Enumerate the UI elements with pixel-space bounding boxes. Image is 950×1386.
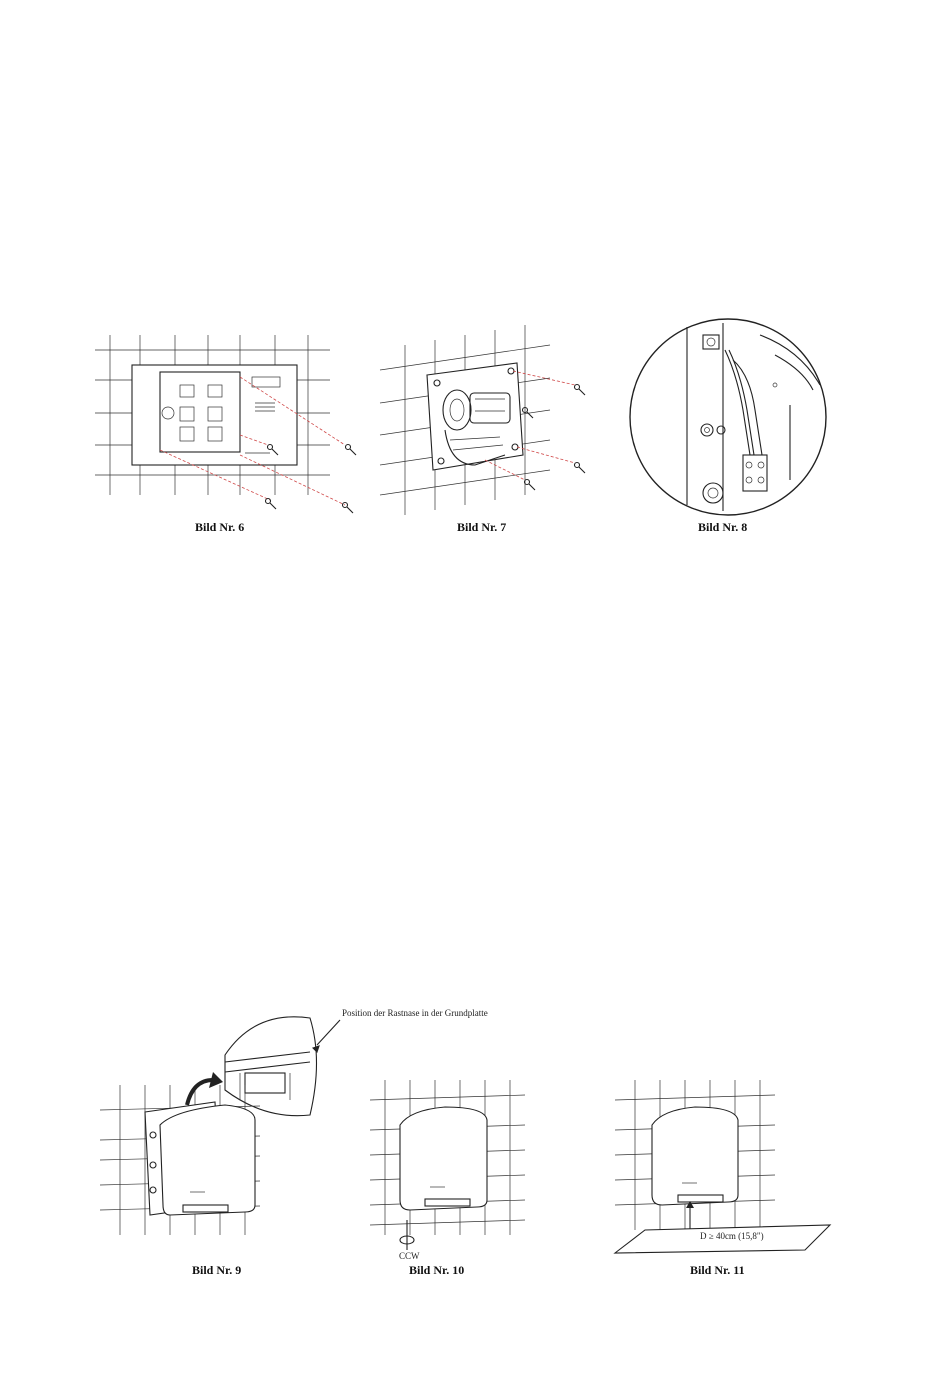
figure-8 xyxy=(625,315,835,545)
figure-9-caption: Bild Nr. 9 xyxy=(192,1263,242,1277)
figure-7-caption: Bild Nr. 7 xyxy=(457,520,507,534)
figure-6 xyxy=(90,315,370,545)
figure-10-drawing xyxy=(365,1075,565,1265)
figure-11 xyxy=(610,1075,840,1290)
figure-10 xyxy=(365,1075,565,1290)
figure-10-caption: Bild Nr. 10 xyxy=(409,1263,465,1277)
figure-7 xyxy=(375,315,595,545)
figure-10-rotation-label: CCW xyxy=(399,1251,420,1261)
figure-11-distance-label: D ≥ 40cm (15,8") xyxy=(700,1231,764,1241)
figure-6-caption: Bild Nr. 6 xyxy=(195,520,245,534)
figure-8-caption: Bild Nr. 8 xyxy=(698,520,748,534)
figure-8-drawing xyxy=(625,315,835,520)
figure-9-callout: Position der Rastnase in der Grundplatte xyxy=(342,1008,488,1018)
figure-11-caption: Bild Nr. 11 xyxy=(690,1263,745,1277)
figure-7-drawing xyxy=(375,315,595,520)
figure-6-drawing xyxy=(90,315,370,515)
